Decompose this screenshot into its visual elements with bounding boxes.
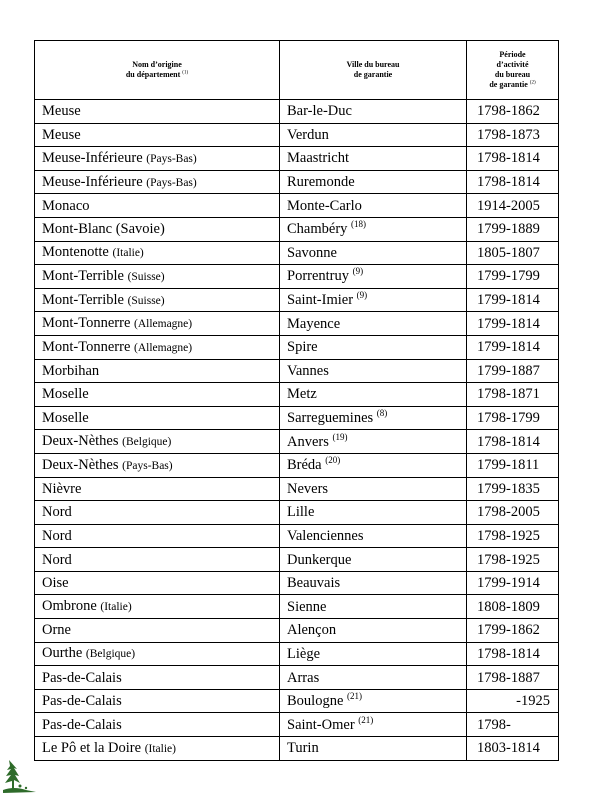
cell-ville [280,619,467,643]
cell-periode: 1799-1887 [467,359,559,383]
departement-name: Montenotte [42,244,109,261]
footnote-ref: (9) [356,290,368,301]
ville-name: Sarreguemines [287,410,374,427]
tree-logo-icon [0,756,40,796]
footnote-ref: (8) [376,408,388,419]
footnote-ref: (20) [325,455,341,466]
departement-name: Meuse-Inférieure [42,149,143,166]
departement-name: Deux-Nèthes [42,433,119,450]
ville-name: Valenciennes [287,527,364,544]
departement-country: (Italie) [112,247,144,260]
ville-name: Beauvais [287,575,341,592]
footnote-ref: (18) [351,219,367,230]
cell-ville [280,288,467,312]
cell-ville [280,501,467,525]
cell-ville [280,383,467,407]
table-row [35,642,559,666]
cell-ville [280,123,467,147]
cell-departement [35,217,280,241]
cell-periode: 1799-1889 [467,217,559,241]
header-ville [280,41,467,100]
departement-name: Meuse [42,126,81,143]
ville-name: Mayence [287,315,341,332]
cell-periode: 1914-2005 [467,194,559,218]
cell-ville [280,194,467,218]
cell-departement [35,619,280,643]
ville-name: Savonne [287,244,337,261]
table-row [35,548,559,572]
cell-departement [35,477,280,501]
cell-ville [280,548,467,572]
departement-name: Oise [42,575,69,592]
ville-name: Chambéry [287,221,348,238]
table-row [35,288,559,312]
header-periode-line4: de garantie [489,80,528,89]
cell-periode: 1803-1814 [467,737,559,761]
departement-country: (Suisse) [127,270,165,283]
departement-name: Nord [42,504,72,521]
ville-name: Ruremonde [287,174,355,191]
header-ville-line1: Ville du bureau [346,60,400,69]
table-row [35,477,559,501]
ville-name: Spire [287,339,318,356]
header-departement-line1: Nom d’origine [132,60,182,69]
footnote-ref: (9) [352,266,364,277]
cell-periode: 1808-1809 [467,595,559,619]
cell-departement [35,548,280,572]
cell-periode: -1925 [467,689,559,713]
cell-ville [280,217,467,241]
cell-departement [35,689,280,713]
cell-ville [280,265,467,289]
cell-departement [35,453,280,477]
departement-name: Pas-de-Calais [42,669,122,686]
header-departement-line2: du département [125,70,181,79]
cell-ville [280,406,467,430]
table-row [35,501,559,525]
cell-ville [280,359,467,383]
ville-name: Nevers [287,480,329,497]
departement-name: Mont-Terrible [42,291,124,308]
departement-name: Deux-Nèthes [42,456,119,473]
table-row [35,217,559,241]
cell-departement [35,571,280,595]
departement-name: Mont-Blanc (Savoie) [42,221,165,238]
cell-ville [280,312,467,336]
cell-departement [35,194,280,218]
departement-name: Moselle [42,386,89,403]
departement-name: Morbihan [42,362,100,379]
departement-country: (Pays-Bas) [146,176,197,189]
ville-name: Porrentruy [287,268,350,285]
table-body [35,100,559,761]
table-row [35,689,559,713]
ville-name: Monte-Carlo [287,197,362,214]
cell-departement [35,524,280,548]
departement-name: Nord [42,551,72,568]
header-periode-line1: Période [499,50,526,59]
ville-name: Bar-le-Duc [287,103,352,120]
cell-ville [280,595,467,619]
cell-ville [280,571,467,595]
cell-ville [280,147,467,171]
table-row [35,100,559,124]
departement-name: Le Pô et la Doire [42,739,142,756]
departement-name: Ourthe [42,645,83,662]
departement-name: Ombrone [42,598,97,615]
ville-name: Maastricht [287,150,350,167]
cell-periode: 1799-1914 [467,571,559,595]
cell-departement [35,335,280,359]
departement-country: (Italie) [100,601,132,614]
table-row [35,571,559,595]
departement-name: Moselle [42,410,89,427]
cell-periode: 1799-1814 [467,335,559,359]
departement-name: Meuse-Inférieure [42,173,143,190]
footnote-ref: (21) [347,691,363,702]
table-row [35,147,559,171]
departement-country: (Allemagne) [134,318,193,331]
footnote-ref: (1) [182,70,189,76]
departement-country: (Pays-Bas) [122,459,173,472]
departement-country: (Pays-Bas) [146,152,197,165]
cell-periode: 1798- [467,713,559,737]
ville-name: Alençon [287,622,337,639]
ville-name: Turin [287,740,319,757]
cell-ville [280,477,467,501]
departement-name: Meuse [42,103,81,120]
ville-name: Lille [287,504,315,521]
cell-departement [35,123,280,147]
cell-periode: 1798-1814 [467,642,559,666]
departement-country: (Suisse) [127,294,165,307]
header-periode-line3: du bureau [494,70,531,79]
departement-name: Mont-Tonnerre [42,315,131,332]
table-header [35,41,559,100]
ville-name: Saint-Omer [287,716,355,733]
cell-ville [280,453,467,477]
cell-departement [35,383,280,407]
header-ville-line2: de garantie [353,70,393,79]
header-periode [467,41,559,100]
cell-ville [280,642,467,666]
departement-name: Orne [42,622,71,639]
cell-periode: 1798-1862 [467,100,559,124]
ville-name: Sienne [287,598,327,615]
cell-ville [280,241,467,265]
header-periode-line2: d’activité [496,60,529,69]
cell-ville [280,524,467,548]
cell-periode: 1798-1873 [467,123,559,147]
ville-name: Liège [287,645,321,662]
departement-country: (Allemagne) [134,341,193,354]
cell-periode: 1799-1835 [467,477,559,501]
ville-name: Bréda [287,457,322,474]
garantie-table [34,40,559,761]
table-row [35,123,559,147]
table-row [35,383,559,407]
ville-name: Anvers [287,433,329,450]
table-row [35,713,559,737]
cell-ville [280,666,467,690]
ville-name: Vannes [287,362,329,379]
cell-departement [35,595,280,619]
table-row [35,619,559,643]
cell-periode: 1798-1887 [467,666,559,690]
table-row [35,737,559,761]
cell-departement [35,713,280,737]
cell-departement [35,406,280,430]
table-row [35,194,559,218]
cell-departement [35,737,280,761]
table-row [35,312,559,336]
cell-periode: 1798-1871 [467,383,559,407]
cell-periode: 1798-1925 [467,548,559,572]
cell-departement [35,642,280,666]
cell-departement [35,501,280,525]
table-row [35,241,559,265]
cell-departement [35,430,280,454]
cell-periode: 1799-1799 [467,265,559,289]
ville-name: Verdun [287,126,329,143]
table-row [35,524,559,548]
cell-periode: 1805-1807 [467,241,559,265]
cell-departement [35,265,280,289]
departement-name: Mont-Terrible [42,267,124,284]
cell-departement [35,100,280,124]
footnote-ref: (21) [358,714,374,725]
cell-ville [280,335,467,359]
cell-departement [35,241,280,265]
cell-periode: 1799-1862 [467,619,559,643]
cell-periode: 1798-1814 [467,430,559,454]
footnote-ref: (19) [332,431,348,442]
cell-periode: 1798-1814 [467,147,559,171]
cell-ville [280,100,467,124]
departement-name: Pas-de-Calais [42,693,122,710]
table-row [35,666,559,690]
cell-ville [280,689,467,713]
departement-name: Nièvre [42,480,82,497]
cell-periode: 1798-1925 [467,524,559,548]
table-row [35,406,559,430]
table-row [35,430,559,454]
cell-departement [35,170,280,194]
table-row [35,170,559,194]
ville-name: Metz [287,386,317,403]
cell-departement [35,666,280,690]
table-row [35,595,559,619]
departement-country: (Belgique) [85,648,136,661]
ville-name: Arras [287,669,320,686]
cell-periode: 1799-1811 [467,453,559,477]
departement-name: Nord [42,527,72,544]
header-departement [35,41,280,100]
cell-departement [35,312,280,336]
cell-ville [280,737,467,761]
table-row [35,265,559,289]
cell-periode: 1798-1814 [467,170,559,194]
footnote-ref: (2) [529,80,536,86]
ville-name: Dunkerque [287,551,352,568]
cell-periode: 1799-1814 [467,288,559,312]
table-row [35,335,559,359]
ville-name: Saint-Imier [287,292,354,309]
cell-periode: 1798-1799 [467,406,559,430]
cell-periode: 1798-2005 [467,501,559,525]
departement-name: Pas-de-Calais [42,716,122,733]
ville-name: Boulogne [287,693,344,710]
cell-periode: 1799-1814 [467,312,559,336]
cell-ville [280,713,467,737]
departement-country: (Italie) [144,742,176,755]
cell-departement [35,147,280,171]
cell-departement [35,288,280,312]
cell-ville [280,430,467,454]
cell-ville [280,170,467,194]
departement-country: (Belgique) [122,436,172,449]
departement-name: Mont-Tonnerre [42,338,131,355]
table-row [35,453,559,477]
departement-name: Monaco [42,197,90,214]
table-row [35,359,559,383]
cell-departement [35,359,280,383]
